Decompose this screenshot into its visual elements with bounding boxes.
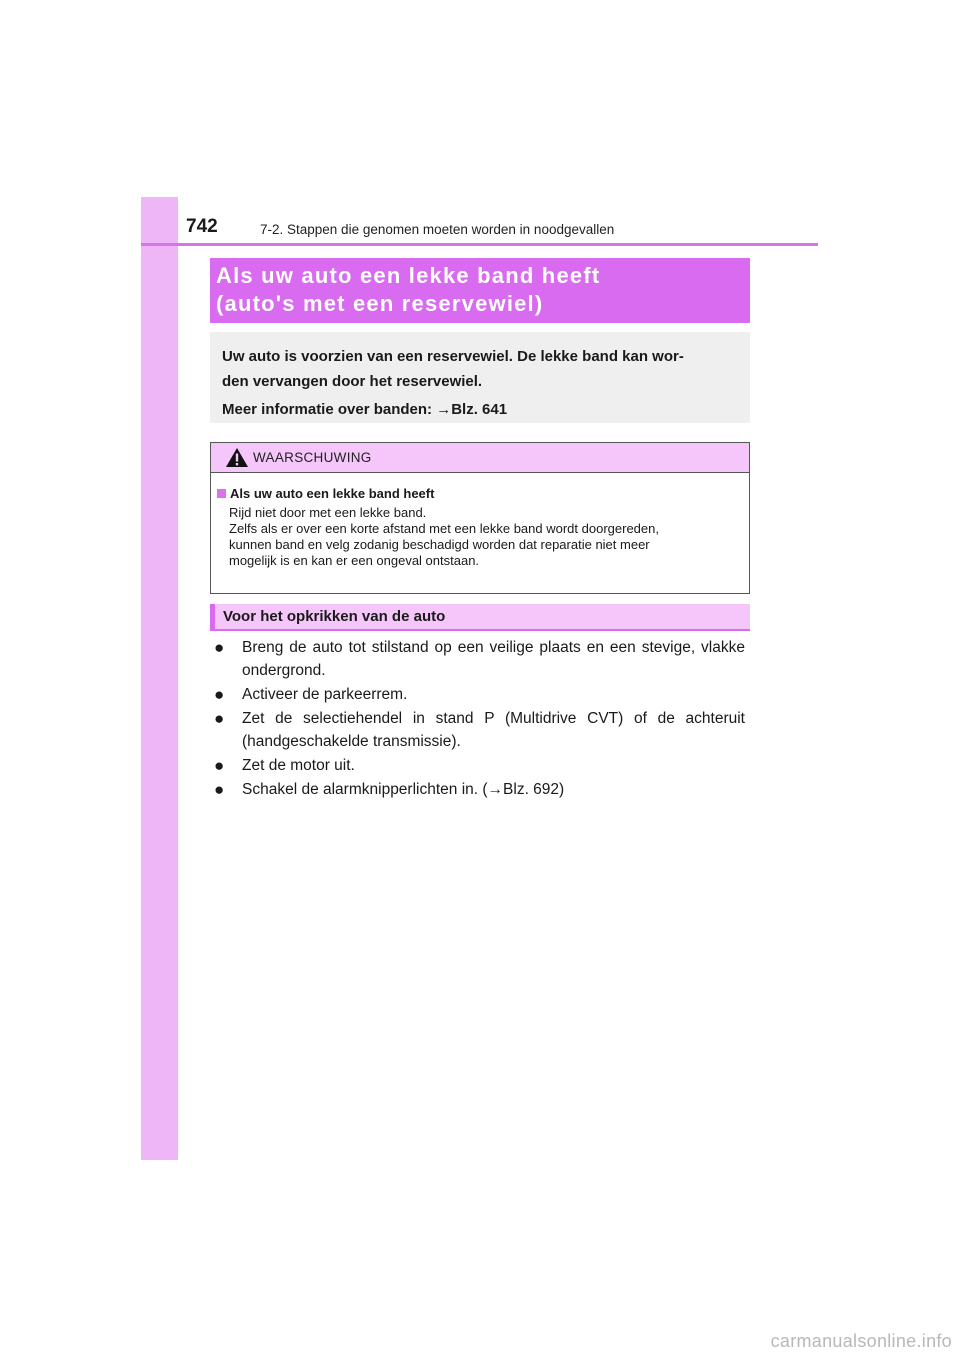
- warning-line-1: Rijd niet door met een lekke band.: [229, 505, 427, 520]
- watermark-url: carmanualsonline.info: [770, 1331, 952, 1351]
- warning-subhead-text: Als uw auto een lekke band heeft: [230, 486, 435, 501]
- warning-text: [229, 505, 739, 569]
- list-item-text: Breng de auto tot stilstand op een veilige plaats en een stevige, vlakke ondergrond.: [242, 639, 745, 679]
- warning-body: [211, 473, 749, 569]
- section-title-box: [210, 258, 750, 323]
- list-item-text: Zet de motor uit.: [242, 757, 355, 774]
- bullet-dot-icon: ●: [214, 638, 225, 657]
- list-item: [214, 707, 745, 753]
- list-item: [214, 636, 745, 682]
- intro-line-1: Uw auto is voorzien van een reservewiel. De lekke band kan wor-: [222, 348, 684, 365]
- subsection-title: Voor het opkrikken van de auto: [223, 608, 446, 625]
- warning-line-3: kunnen band en velg zodanig beschadigd worden dat reparatie niet meer: [229, 537, 650, 552]
- page-number: 742: [186, 216, 218, 237]
- warning-subhead: [217, 486, 739, 501]
- intro-line-2: den vervangen door het reservewiel.: [222, 373, 483, 390]
- bullet-dot-icon: ●: [214, 685, 225, 704]
- warning-label: WAARSCHUWING: [253, 450, 372, 465]
- square-bullet-icon: [217, 489, 226, 498]
- bullet-dot-icon: ●: [214, 709, 225, 728]
- warning-triangle-icon: [225, 447, 249, 468]
- list-item: [214, 778, 745, 801]
- bullet-list: [214, 636, 745, 802]
- bullet-dot-icon: ●: [214, 780, 225, 799]
- list-item-text: Activeer de parkeerrem.: [242, 686, 408, 703]
- intro-line-3: Meer informatie over banden: →Blz. 641: [222, 401, 508, 418]
- chapter-sidebar-tab: [141, 197, 178, 1160]
- bullet-dot-icon: ●: [214, 756, 225, 775]
- page-title-line-1: Als uw auto een lekke band heeft: [216, 263, 601, 288]
- warning-line-4: mogelijk is en kan er een ongeval ontstaan.: [229, 553, 480, 568]
- warning-header: [211, 443, 749, 473]
- list-item: [214, 683, 745, 706]
- header-divider: [141, 243, 818, 246]
- page-title-line-2: (auto's met een reservewiel): [216, 291, 544, 316]
- warning-box: [210, 442, 750, 594]
- subsection-header: [210, 604, 750, 631]
- list-item-text: Zet de selectiehendel in stand P (Multidrive CVT) of de achteruit (handgeschakelde transmissie).: [242, 710, 745, 750]
- list-item: [214, 754, 745, 777]
- running-head: 7-2. Stappen die genomen moeten worden in noodgevallen: [260, 222, 615, 237]
- intro-box: [210, 332, 750, 423]
- list-item-text: Schakel de alarmknipperlichten in. (→Blz. 692): [242, 781, 565, 798]
- warning-line-2: Zelfs als er over een korte afstand met een lekke band wordt doorgereden,: [229, 521, 659, 536]
